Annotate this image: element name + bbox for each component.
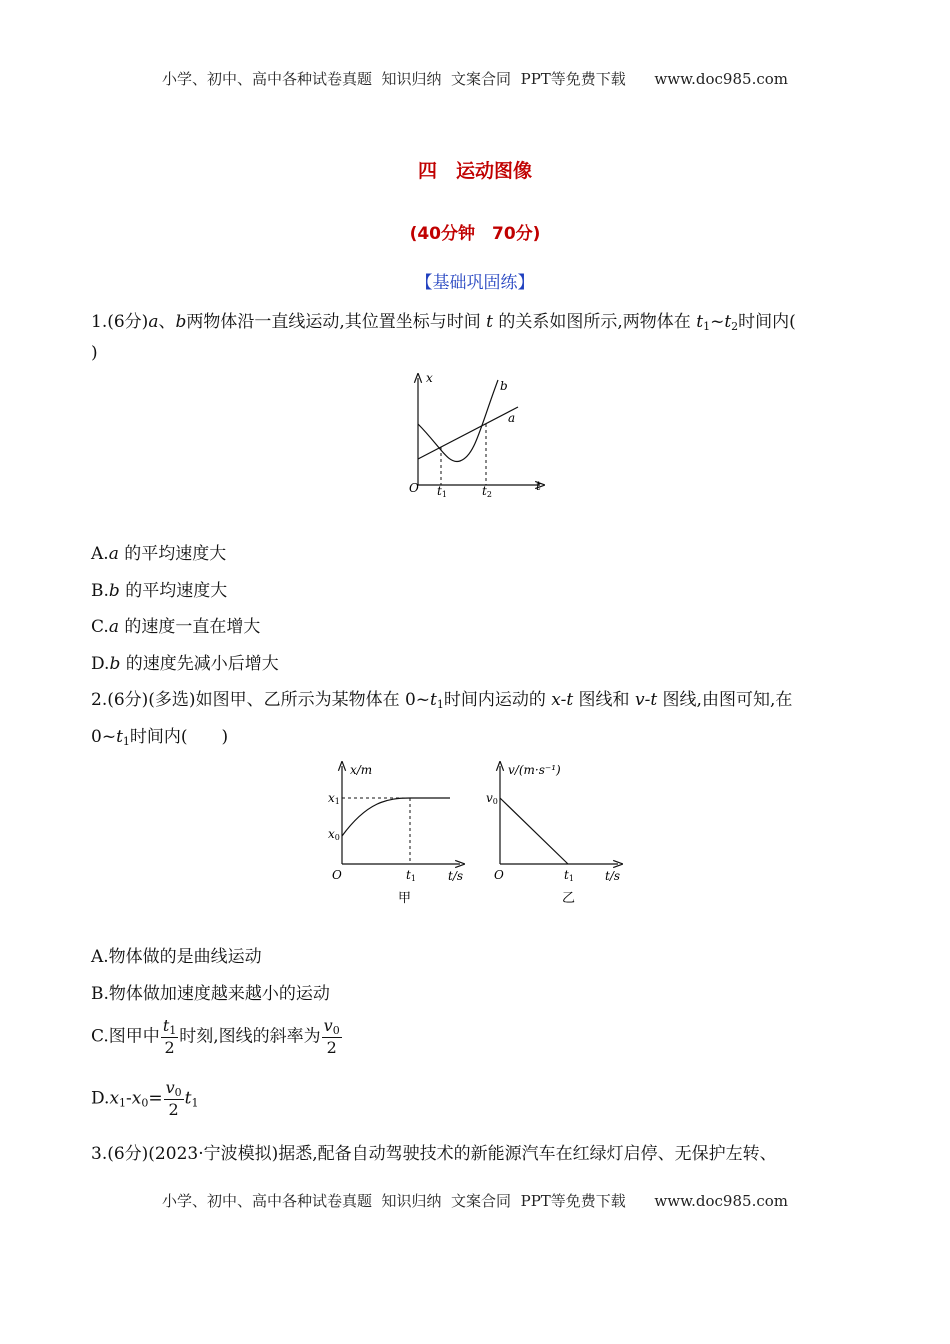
q1-var-t: t — [486, 312, 493, 332]
q1-line-a — [418, 407, 518, 459]
q1-label-x: x — [426, 371, 433, 385]
q1-var-b: b — [175, 312, 187, 332]
q2-graph-left — [322, 758, 472, 910]
q2-stem-line1: 2.(6分)(多选)如图甲、乙所示为某物体在 $0\sim t_1$时间内运动的 x-t 图线和 v-t 图线,由图可知,在 — [91, 690, 793, 711]
q3-stem-line1: 3.(6分)(2023·宁波模拟)据悉,配备自动驾驶技术的新能源汽车在红绿灯启停、无保护左转、 — [91, 1144, 777, 1164]
q1-t2: t — [724, 312, 732, 332]
q1-option-a[interactable]: A.a 的平均速度大 — [91, 544, 227, 564]
q1-sep: 、 — [158, 312, 176, 332]
q2-option-d[interactable]: $D.x_1-x_0=$ $\frac{v_0}{2}$ $t_1$ — [91, 1078, 199, 1119]
q1-option-d[interactable]: D.b 的速度先减小后增大 — [91, 654, 279, 674]
q1-graph — [400, 368, 560, 500]
q2-stem-line2: $0\sim t_1$时间内( ) — [91, 727, 229, 748]
q2-option-a[interactable]: A.物体做的是曲线运动 — [91, 947, 262, 967]
q2r-v0: v0 — [486, 791, 498, 806]
page-subtitle: (40分钟 70分) — [409, 224, 541, 244]
q2-graph-right — [482, 758, 632, 910]
q2r-xlabel: t/s — [605, 869, 621, 883]
q2l-origin: O — [332, 868, 342, 882]
section-heading: 【基础巩固练】 — [415, 273, 535, 293]
q1-t2-sub: 2 — [731, 320, 739, 333]
q2r-tick: t1 — [564, 868, 574, 883]
q2-option-c[interactable]: C.图甲中 $\frac{t_1}{2}$ 时刻,图线的斜率为 $\frac{v_0}{2}$ — [91, 1016, 340, 1057]
q1-tilde: ~ — [710, 312, 725, 332]
q2d-frac: $\frac{v_0}{2}$ — [165, 1078, 182, 1119]
q2r-ylabel: v/(m·s⁻¹) — [508, 763, 561, 777]
q1-label-b: b — [500, 379, 508, 393]
q2l-tick: t1 — [406, 868, 416, 883]
q1-label-a: a — [508, 411, 516, 425]
q1-tick-t1: t1 — [437, 484, 447, 499]
page-header: 小学、初中、高中各种试卷真题 知识归纳 文案合同 PPT等免费下载 www.doc985.com — [161, 70, 788, 88]
page-title: 四 运动图像 — [417, 160, 532, 182]
q1-option-b[interactable]: B.b 的平均速度大 — [91, 581, 228, 601]
q2l-curve — [342, 798, 450, 836]
q1-t1-sub: 1 — [703, 320, 711, 333]
q1-stem2: 的关系如图所示,两物体在 — [498, 312, 691, 332]
q1-t1: t — [696, 312, 704, 332]
q1-stem3: 时间内( — [738, 312, 796, 332]
q1-stem1: 两物体沿一直线运动,其位置坐标与时间 — [186, 312, 481, 332]
q2l-caption: 甲 — [398, 891, 412, 906]
q1-tick-t2: t2 — [482, 484, 492, 499]
q1-label-o: O — [409, 481, 419, 495]
q1-var-a: a — [148, 312, 159, 332]
q2l-xlabel: t/s — [448, 869, 464, 883]
q1-stem-line2: ) — [91, 343, 98, 363]
page-footer: 小学、初中、高中各种试卷真题 知识归纳 文案合同 PPT等免费下载 www.doc985.com — [161, 1192, 788, 1210]
q2l-x1: x1 — [328, 791, 340, 806]
q2l-ylabel: x/m — [350, 763, 373, 777]
q2r-origin: O — [494, 868, 504, 882]
q2-option-b[interactable]: B.物体做加速度越来越小的运动 — [91, 984, 330, 1004]
q2r-line — [500, 798, 568, 864]
q2l-x0: x0 — [328, 827, 340, 842]
q1-stem-line1 — [91, 307, 796, 333]
q1-option-c[interactable]: C.a 的速度一直在增大 — [91, 617, 261, 637]
q2c-frac2: $\frac{v_0}{2}$ — [323, 1016, 340, 1057]
q1-prefix: 1.(6分) — [91, 312, 149, 332]
q2r-caption: 乙 — [562, 891, 576, 906]
q1-label-t: t — [536, 479, 541, 493]
q2c-frac1: $\frac{t_1}{2}$ — [162, 1016, 177, 1057]
